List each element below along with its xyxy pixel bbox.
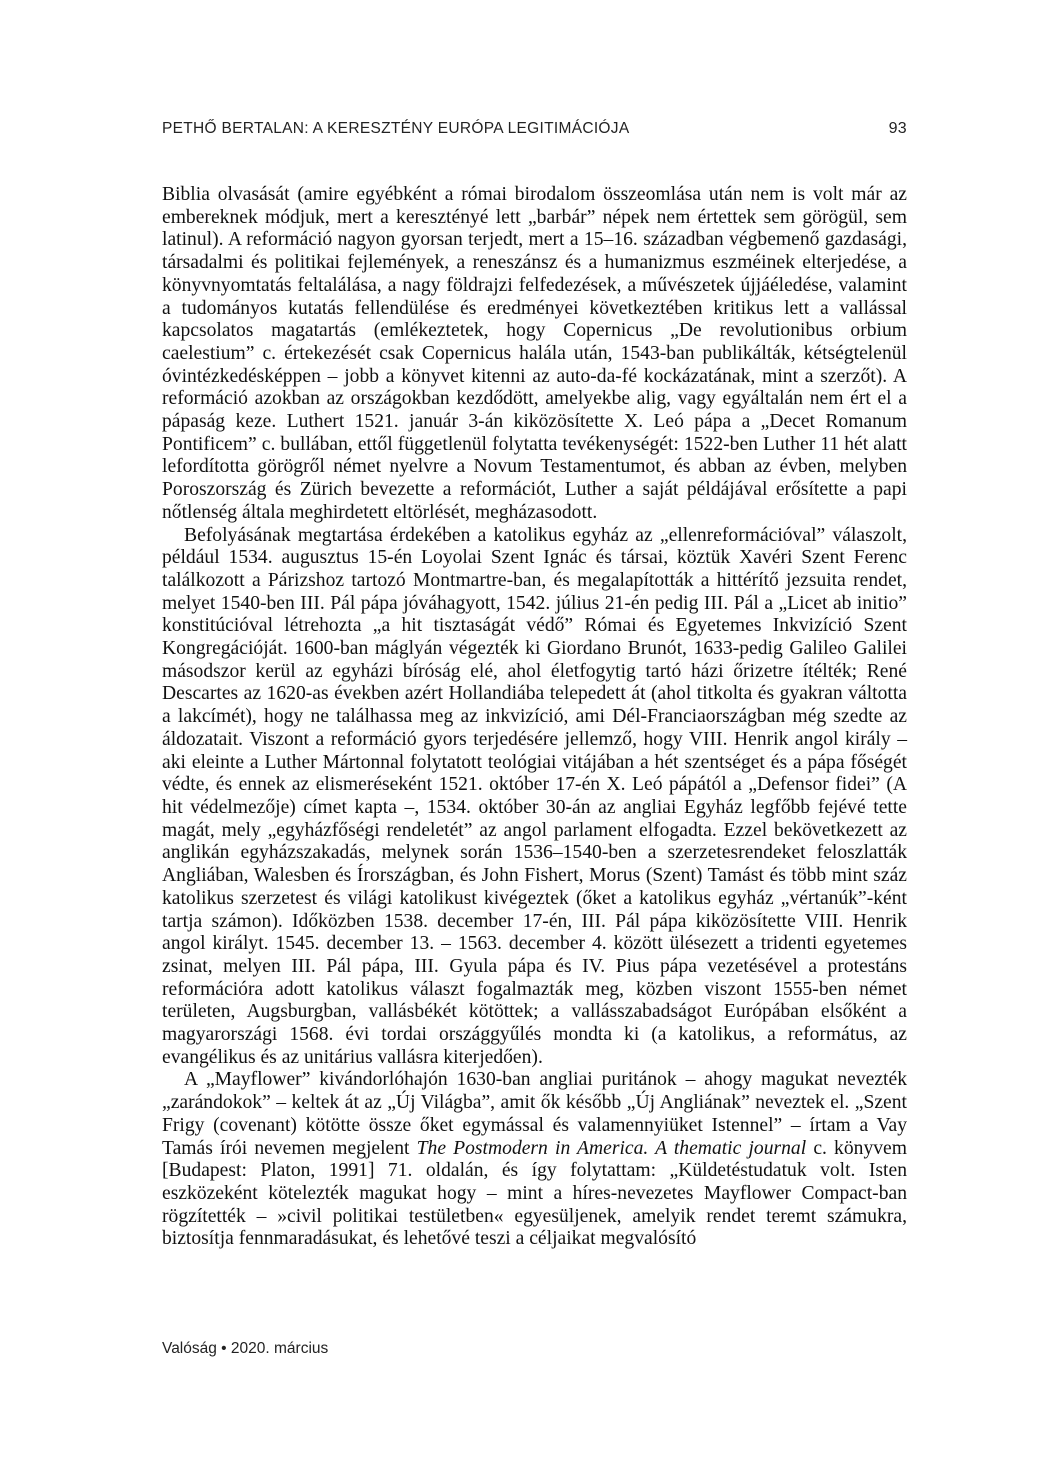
book-title: The Postmodern in America. A thematic journal — [416, 1137, 807, 1159]
article-body — [162, 184, 907, 1251]
paragraph-3 — [162, 1069, 907, 1251]
paragraph-1: Biblia olvasását (amire egyébként a római birodalom összeomlása után nem is volt már az embereknek módjuk, mert a keresztényé lett „barbár” népek nem értettek sem görögül, sem latinul). A reformáció nagyon gyorsan terjedt, mert a 15–16. században végbemenő gazdasági, társadalmi és politikai fejlemények, a reneszánsz és a humanizmus eszméinek elterjedése, a könyvnyomtatás feltalálása, a nagy földrajzi felfedezések, a művészetek újjáéledése, valamint a tudományos kutatás fellendülése és eredményei következtében kritikus lett a vallással kapcsolatos magatartás (emlékeztetek, hogy Copernicus „De revolutionibus orbium caelestium” c. értekezését csak Copernicus halála után, 1543-ban publikálták, kétségtelenül óvintézkedésképpen – jobb a könyvet kitenni az auto-da-fé kockázatának, mint a szerzőt). A reformáció azokban az országokban kezdődött, amelyekbe alig, vagy egyáltalán nem ért el a pápaság keze. Luthert 1521. január 3-án kiközösítette X. Leó pápa a „Decet Romanum Pontificem” c. bullában, ettől függetlenül folytatta tevékenységét: 1522-ben Luther 11 hét alatt lefordította görögről német nyelvre a Novum Testamentumot, és abban az évben, melyben Poroszország és Zürich bevezette a reformációt, Luther a saját példájával erősítette a papi nőtlenség általa meghirdetett eltörlését, megházasodott. — [162, 184, 907, 523]
running-title: PETHŐ BERTALAN: A KERESZTÉNY EURÓPA LEGITIMÁCIÓJA — [162, 120, 630, 137]
paragraph-3-text-after: c. könyvem [Budapest: Platon, 1991] 71. oldalán, és így folytattam: „Küldetéstudatuk volt. Isten eszközeként kötelezték magukat hogy – mint a híres-nevezetes Mayflower Compact-ban rögzítették – »civil politikai testületben« egyesüljenek, amelyik rendet teremt számukra, biztosítja fennmaradásukat, és lehetővé teszi a céljaikat megvalósító — [162, 1137, 907, 1250]
paragraph-2: Befolyásának megtartása érdekében a katolikus egyház az „ellenreformációval” válaszolt, például 1534. augusztus 15-én Loyolai Szent Ignác és társai, köztük Xavéri Szent Ferenc találkozott a Párizshoz tartozó Montmartre-ban, és megalapították a hittérítő jezsuita rendet, melyet 1540-ben III. Pál pápa jóváhagyott, 1542. július 21-én pedig III. Pál a „Licet ab initio” konstitúcióval létrehozta „a hit tisztaságát védő” Római és Egyetemes Inkvizíció Szent Kongregációját. 1600-ban máglyán végezték ki Giordano Brunót, 1633-pedig Galileo Galilei másodszor kerül az egyházi bíróság elé, ahol életfogytig tartó házi őrizetre ítélték; René Descartes az 1620-as években azért Hollandiába telepedett át (ahol titkolta és gyakran váltotta a lakcímét), hogy ne találhassa meg az inkvizíció, ami Dél-Franciaországban még szedte az áldozatait. Viszont a reformáció gyors terjedésére jellemző, hogy VIII. Henrik angol király – aki eleinte a Luther Mártonnal folytatott teológiai vitájában a hét szentséget és a pápa főségét védte, és ennek az elismeréseként 1521. október 17-én X. Leó pápától a „Defensor fidei” (A hit védelmezője) címet kapta –, 1534. október 30-án az angliai Egyház legfőbb fejévé tette magát, mely „egyházfőségi rendeletét” az angol parlament elfogadta. Ezzel bekövetkezett az anglikán egyházszakadás, melynek során 1536–1540-ben a szerzetesrendeket feloszlatták Angliában, Walesben és Írországban, és John Fishert, Morus (Szent) Tamást és több mint száz katolikus szerzetest és világi katolikust kivégeztek (őket a katolikus egyház „vértanúk”-ként tartja számon). Időközben 1538. december 17-én, III. Pál pápa kiközösítette VIII. Henrik angol királyt. 1545. december 13. – 1563. december 4. között ülésezett a tridenti egyetemes zsinat, melyen III. Pál pápa, III. Gyula pápa és IV. Pius pápa vezetésével a protestáns reformációra adott katolikus választ fogalmazták meg, közben viszont 1555-ben német területen, Augsburgban, vallásbékét kötöttek; a vallásszabadságot Európában elsőként a magyarországi 1568. évi tordai országgyűlés mondta ki (a katolikus, a református, az evangélikus és az unitárius vallásra kiterjedően). — [162, 524, 907, 1068]
running-header — [162, 120, 907, 144]
page-number: 93 — [888, 120, 907, 137]
paragraph-3-text-before: A „Mayflower” kivándorlóhajón 1630-ban angliai puritánok – ahogy magukat nevezték „zarándokok” – keltek át az „Új Világba”, amit ők később „Új Angliának” neveztek el. „Szent Frigy (covenant) kötötte össze őket egymással és valamennyiüket Istennel” – írtam a Vay Tamás írói nevemen megjelent — [162, 1069, 907, 1159]
page-footer: Valóság • 2020. március — [162, 1340, 329, 1357]
